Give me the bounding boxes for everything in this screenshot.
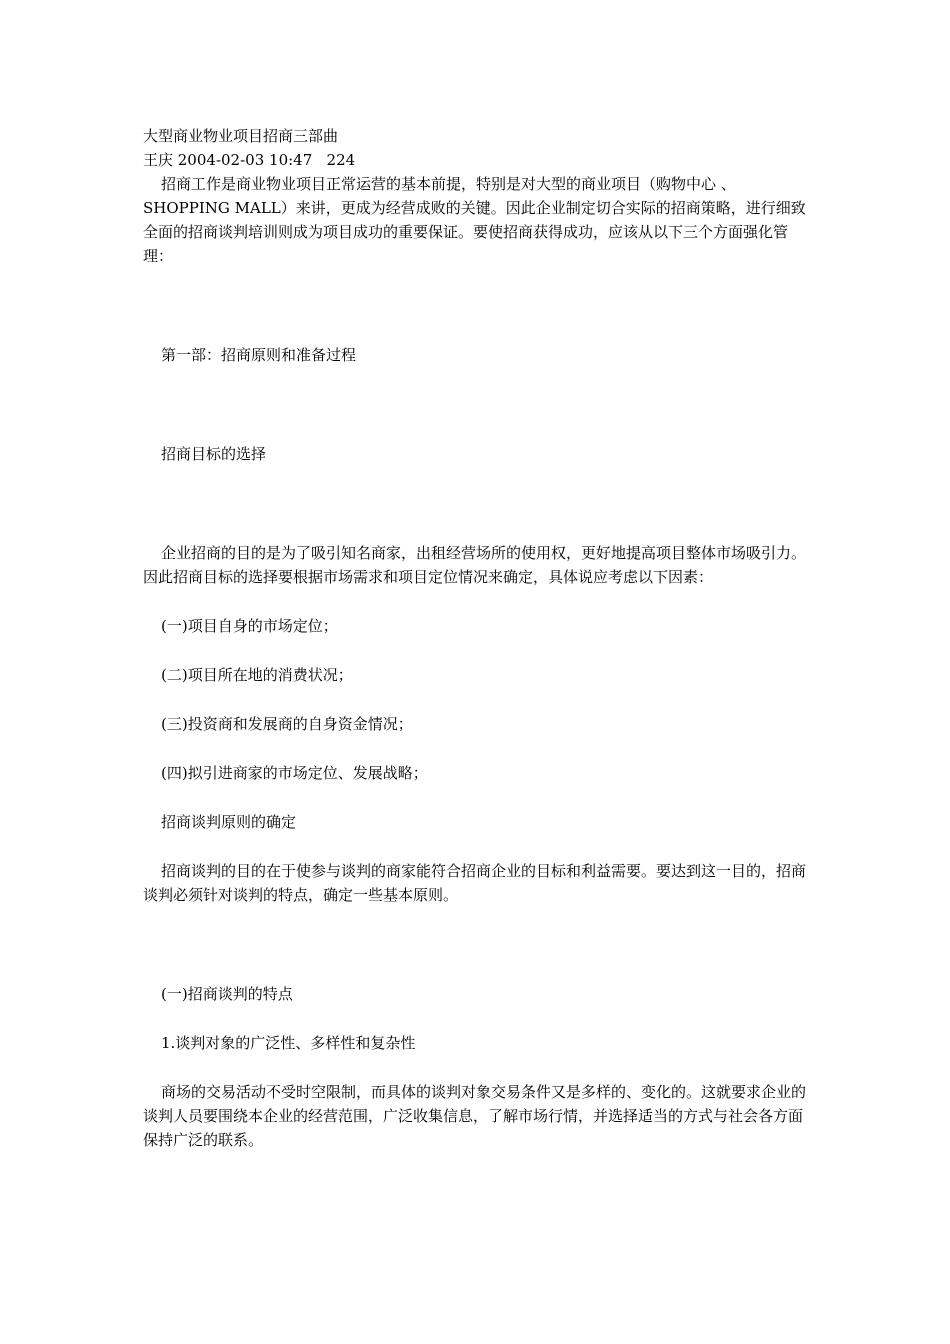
spacer [143,785,813,810]
point1-body: 商场的交易活动不受时空限制，而具体的谈判对象交易条件又是多样的、变化的。这就要求企业的谈判人员要围绕本企业的经营范围，广泛收集信息，了解市场行情，并选择适当的方式与社会各方面保持广泛的联系。 [143,1083,807,1149]
spacer [143,589,813,614]
document-page [143,124,813,1152]
factor-item: (三)投资商和发展商的自身资金情况； [161,715,413,733]
part1-heading: 第一部：招商原则和准备过程 [161,346,357,364]
spacer [143,638,813,663]
section2-heading: 招商谈判原则的确定 [161,813,297,831]
section1-body: 企业招商的目的是为了吸引知名商家，出租经营场所的使用权，更好地提高项目整体市场吸引力。因此招商目标的选择要根据市场需求和项目定位情况来确定，具体说应考虑以下因素： [143,544,807,586]
spacer [143,907,813,982]
spacer [143,687,813,712]
spacer [143,1055,813,1080]
spacer [143,1006,813,1031]
spacer [143,268,813,343]
spacer [143,834,813,859]
spacer [143,736,813,761]
section2-body: 招商谈判的目的在于使参与谈判的商家能符合招商企业的目标和利益需要。要达到这一目的，招商谈判必须针对谈判的特点，确定一些基本原则。 [143,862,807,904]
factor-item: (一)项目自身的市场定位； [161,617,338,635]
document-byline: 王庆 2004-02-03 10:47 224 [143,151,356,169]
section1-heading: 招商目标的选择 [161,445,267,463]
intro-paragraph: 招商工作是商业物业项目正常运营的基本前提，特别是对大型的商业项目（购物中心 、SHOPPING MALL）来讲，更成为经营成败的关键。因此企业制定切合实际的招商策略，进行细致全面的招商谈判培训则成为项目成功的重要保证。要使招商获得成功，应该从以下三个方面强化管理： [143,175,806,265]
spacer [143,466,813,541]
factor-item: (二)项目所在地的消费状况； [161,666,353,684]
spacer [143,367,813,442]
point1-heading: 1.谈判对象的广泛性、多样性和复杂性 [161,1034,416,1052]
subsection1-heading: (一)招商谈判的特点 [161,985,293,1003]
document-title: 大型商业物业项目招商三部曲 [143,127,339,145]
factor-item: (四)拟引进商家的市场定位、发展战略； [161,764,428,782]
